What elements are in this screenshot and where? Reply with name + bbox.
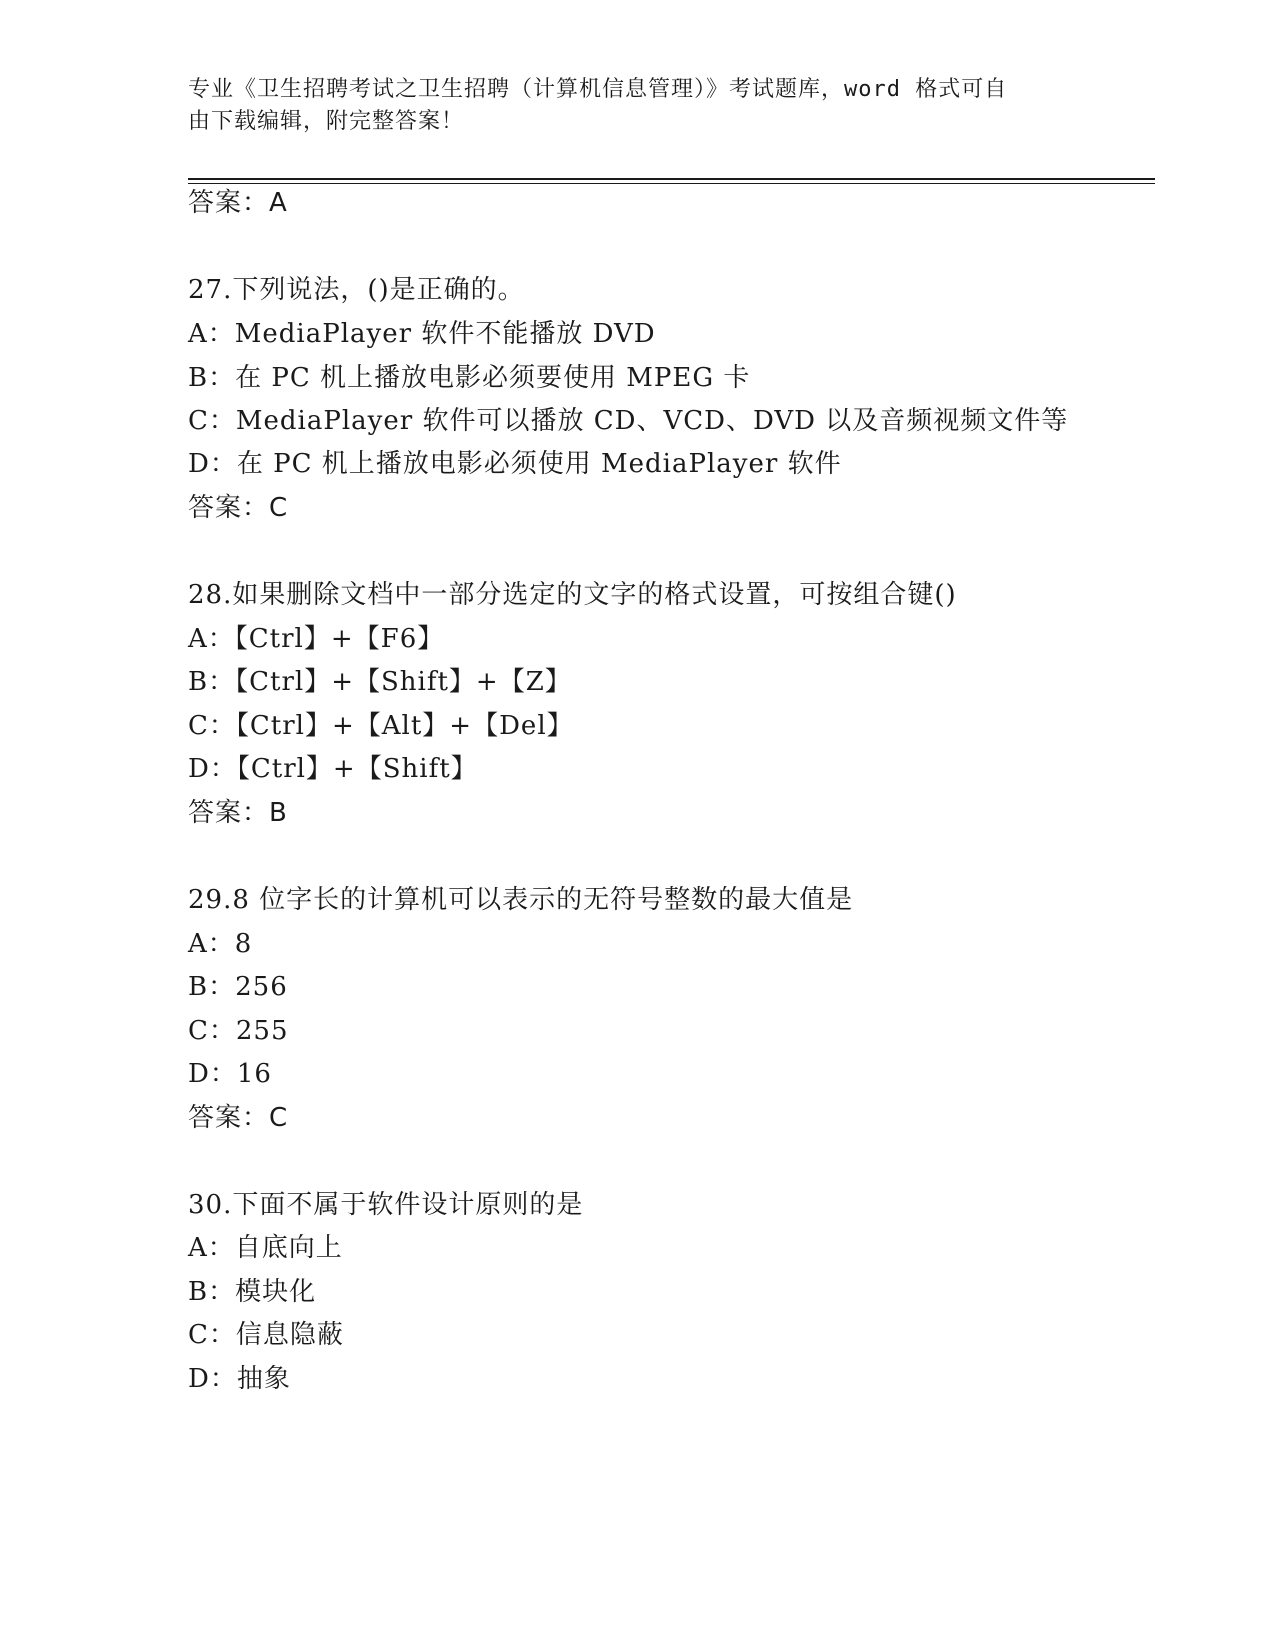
header-rule-thick bbox=[188, 178, 1155, 180]
question-29-option-b: B：256 bbox=[188, 972, 288, 1002]
answer-line: 答案：A bbox=[188, 188, 288, 218]
question-28-option-a: A：【Ctrl】+【F6】 bbox=[188, 624, 445, 654]
document-header bbox=[188, 74, 1088, 138]
question-27-option-c: C：MediaPlayer 软件可以播放 CD、VCD、DVD 以及音频视频文件等 bbox=[188, 406, 1069, 436]
question-30-option-c: C：信息隐蔽 bbox=[188, 1320, 344, 1350]
question-28-answer: 答案：B bbox=[188, 798, 288, 828]
question-28-option-b: B：【Ctrl】+【Shift】+【Z】 bbox=[188, 667, 572, 697]
question-29-answer: 答案：C bbox=[188, 1103, 289, 1133]
question-29-option-c: C：255 bbox=[188, 1016, 289, 1046]
question-27-option-a: A：MediaPlayer 软件不能播放 DVD bbox=[188, 319, 656, 349]
question-30-stem: 30.下面不属于软件设计原则的是 bbox=[188, 1190, 584, 1220]
question-27-stem: 27.下列说法，()是正确的。 bbox=[188, 275, 525, 305]
question-30-option-d: D：抽象 bbox=[188, 1364, 291, 1394]
question-28-option-d: D：【Ctrl】+【Shift】 bbox=[188, 754, 478, 784]
question-29-stem: 29.8 位字长的计算机可以表示的无符号整数的最大值是 bbox=[188, 885, 854, 915]
header-line-2: 由下载编辑，附完整答案！ bbox=[188, 109, 465, 134]
question-27-option-d: D：在 PC 机上播放电影必须使用 MediaPlayer 软件 bbox=[188, 449, 842, 479]
question-29-option-d: D：16 bbox=[188, 1059, 272, 1089]
question-27-option-b: B：在 PC 机上播放电影必须要使用 MPEG 卡 bbox=[188, 363, 751, 393]
header-line-1: 专业《卫生招聘考试之卫生招聘（计算机信息管理）》考试题库，word 格式可自 bbox=[188, 77, 1008, 102]
question-28-option-c: C：【Ctrl】+【Alt】+【Del】 bbox=[188, 711, 574, 741]
question-27-answer: 答案：C bbox=[188, 493, 289, 523]
question-29-option-a: A：8 bbox=[188, 929, 253, 959]
question-28-stem: 28.如果删除文档中一部分选定的文字的格式设置，可按组合键() bbox=[188, 580, 957, 610]
question-30-option-b: B：模块化 bbox=[188, 1277, 317, 1307]
question-30-option-a: A：自底向上 bbox=[188, 1233, 343, 1263]
header-rule-thin bbox=[188, 183, 1155, 184]
